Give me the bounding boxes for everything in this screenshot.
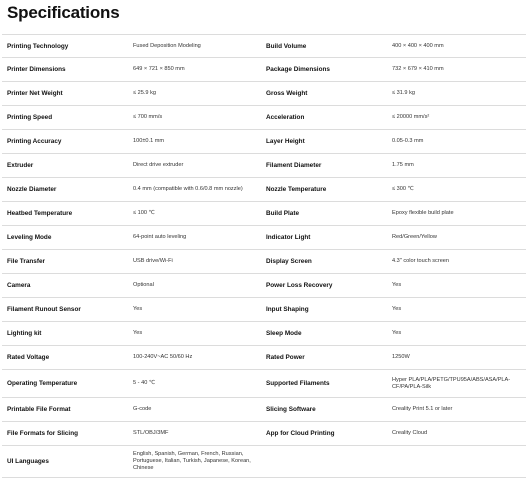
spec-label: Extruder: [7, 162, 34, 169]
spec-value: 732 × 679 × 410 mm: [392, 66, 444, 72]
table-row: [2, 58, 526, 82]
spec-label: Nozzle Temperature: [266, 186, 327, 193]
table-row: [2, 178, 526, 202]
spec-value: ≤ 100 ℃: [133, 210, 155, 216]
spec-label: File Transfer: [7, 258, 46, 265]
table-row: [2, 130, 526, 154]
spec-table: [0, 34, 529, 478]
spec-label: Printing Speed: [7, 114, 53, 121]
table-row: [2, 274, 526, 298]
spec-label: Printing Technology: [7, 42, 69, 50]
spec-label: Input Shaping: [266, 306, 309, 313]
table-row: [2, 298, 526, 322]
spec-value: Epoxy flexible build plate: [392, 210, 454, 216]
spec-label: App for Cloud Printing: [266, 430, 335, 437]
spec-label: Filament Diameter: [266, 162, 322, 169]
spec-label: Printer Net Weight: [7, 90, 63, 97]
spec-label: Leveling Mode: [7, 234, 52, 241]
spec-value: 0.05-0.3 mm: [392, 138, 424, 144]
spec-label: Acceleration: [266, 114, 305, 121]
spec-value: Fused Deposition Modeling: [133, 42, 201, 49]
spec-value: 1250W: [392, 354, 410, 360]
spec-value: ≤ 20000 mm/s²: [392, 114, 430, 120]
table-row: [2, 250, 526, 274]
spec-value: 0.4 mm (compatible with 0.6/0.8 mm nozzle): [133, 186, 243, 192]
table-row: [2, 106, 526, 130]
spec-value: Yes: [133, 306, 143, 312]
table-row: [2, 82, 526, 106]
spec-label: Camera: [7, 282, 31, 289]
spec-label: Printable File Format: [7, 406, 71, 413]
spec-label: Package Dimensions: [266, 66, 330, 73]
spec-value: Hyper PLA/PLA/PETG/TPU95A/ABS/ASA/PLA-CF/PA/PLA-Silk: [392, 376, 511, 390]
spec-value: Yes: [392, 330, 402, 336]
table-row: [2, 346, 526, 370]
spec-value: 5 - 40 ℃: [133, 380, 156, 386]
table-row: [2, 446, 526, 478]
spec-value: Yes: [392, 282, 402, 288]
spec-label: Rated Power: [266, 354, 305, 361]
table-row: [2, 422, 526, 446]
spec-label: File Formats for Slicing: [7, 430, 79, 437]
spec-label: Heatbed Temperature: [7, 210, 73, 217]
spec-label: Supported Filaments: [266, 380, 330, 387]
spec-label: Rated Voltage: [7, 354, 50, 361]
spec-label: Indicator Light: [266, 234, 311, 241]
spec-value: 64-point auto leveling: [133, 234, 187, 240]
spec-value: ≤ 300 ℃: [392, 186, 414, 192]
spec-value: English, Spanish, German, French, Russian, Portuguese, Italian, Turkish, Japanese, Korean, Chinese: [133, 451, 251, 471]
spec-label: Build Volume: [266, 42, 307, 50]
table-row: [2, 154, 526, 178]
spec-label: Filament Runout Sensor: [7, 306, 81, 313]
spec-label: Printing Accuracy: [7, 138, 62, 145]
spec-value: 4.3" color touch screen: [392, 258, 450, 264]
spec-value: Yes: [133, 330, 143, 336]
spec-label: UI Languages: [7, 458, 49, 465]
spec-label: Printer Dimensions: [7, 66, 66, 73]
spec-value: USB drive/Wi-Fi: [133, 258, 173, 264]
spec-label: Build Plate: [266, 210, 300, 217]
spec-value: STL/OBJ/3MF: [133, 430, 169, 436]
spec-value: ≤ 25.9 kg: [133, 90, 156, 96]
spec-value: 1.75 mm: [392, 162, 414, 168]
table-row: [2, 226, 526, 250]
spec-label: Operating Temperature: [7, 380, 78, 387]
table-row: [2, 322, 526, 346]
spec-label: Lighting kit: [7, 330, 42, 337]
spec-label: [266, 446, 388, 477]
spec-label: Nozzle Diameter: [7, 186, 57, 193]
spec-value: Red/Green/Yellow: [392, 234, 437, 240]
spec-label: Layer Height: [266, 138, 305, 145]
spec-value: Creality Print 5.1 or later: [392, 406, 453, 412]
spec-value: 100±0.1 mm: [133, 138, 165, 144]
spec-value: 100-240V~AC 50/60 Hz: [133, 354, 193, 360]
spec-label: Power Loss Recovery: [266, 282, 333, 289]
spec-label: Gross Weight: [266, 90, 308, 97]
spec-value: ≤ 700 mm/s: [133, 114, 163, 120]
spec-label: Slicing Software: [266, 406, 316, 413]
spec-value: G-code: [133, 406, 152, 412]
table-row: [2, 370, 526, 398]
spec-value: Direct drive extruder: [133, 162, 184, 168]
page-title: Specifications: [7, 3, 120, 22]
table-row: [2, 398, 526, 422]
spec-value: 649 × 721 × 850 mm: [133, 66, 185, 72]
spec-value: ≤ 31.9 kg: [392, 90, 415, 96]
table-row: [2, 34, 526, 58]
spec-value: Yes: [392, 306, 402, 312]
spec-label: Sleep Mode: [266, 330, 302, 337]
spec-value: [392, 446, 524, 477]
spec-label: Display Screen: [266, 258, 312, 265]
spec-value: 400 × 400 × 400 mm: [392, 42, 444, 49]
spec-value: Optional: [133, 282, 154, 288]
table-row: [2, 202, 526, 226]
spec-value: Creality Cloud: [392, 430, 428, 436]
